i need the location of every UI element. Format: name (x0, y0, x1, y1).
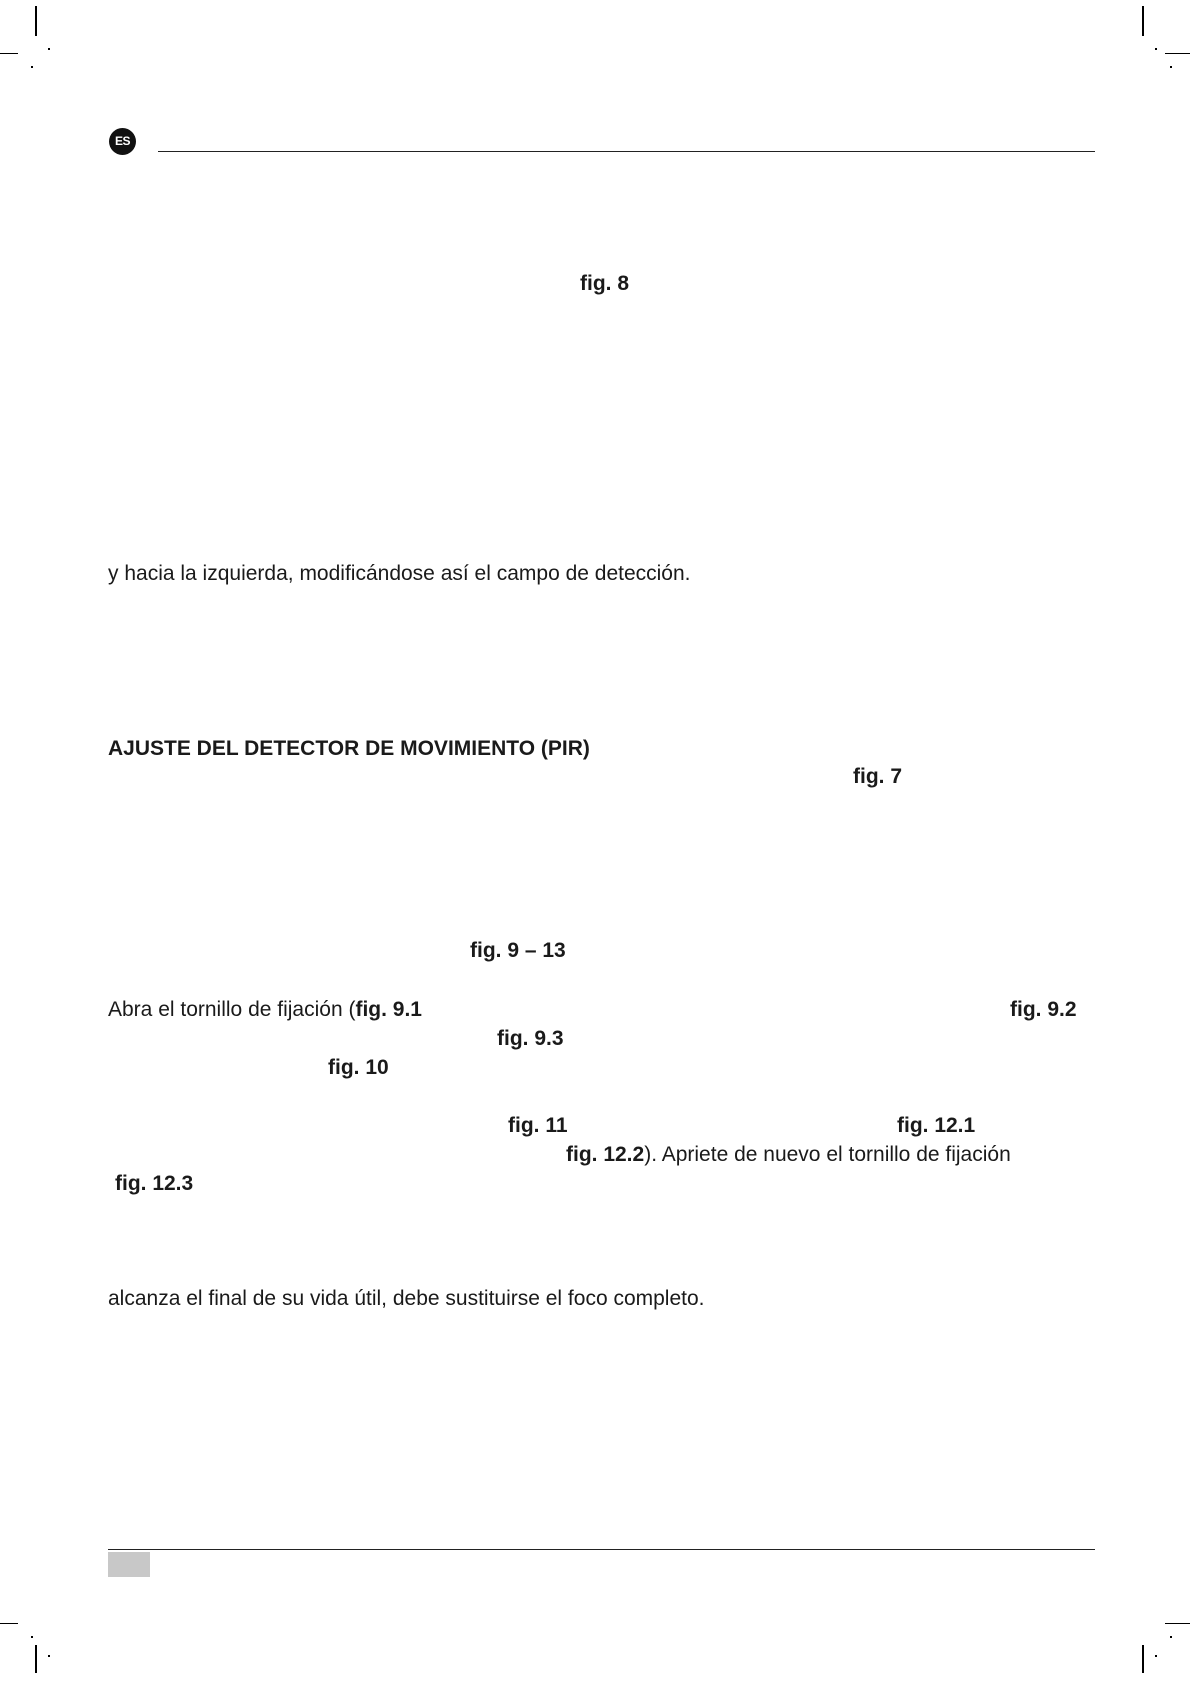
figure-reference: fig. 12.1 (897, 1114, 976, 1137)
paragraph-line: y hacia la izquierda, modificándose así el campo de detección. (108, 562, 691, 585)
crop-mark-top-right (1142, 6, 1144, 36)
figure-reference: fig. 9 – 13 (470, 939, 566, 962)
header-rule (158, 151, 1095, 152)
paragraph-line: alcanza el final de su vida útil, debe sustituirse el foco completo. (108, 1287, 705, 1310)
figure-reference: fig. 11 (508, 1114, 568, 1137)
crop-mark-bottom-right (1142, 1645, 1144, 1673)
crop-mark-bottom-right (1170, 1636, 1172, 1638)
crop-mark-bottom-left (48, 1655, 50, 1657)
crop-mark-top-left (48, 48, 50, 50)
figure-reference: fig. 12.2 (566, 1143, 645, 1166)
figure-reference: fig. 9.2 (1010, 998, 1077, 1021)
paragraph-line (566, 1142, 1011, 1168)
crop-mark-top-right (1170, 66, 1172, 68)
crop-mark-top-left (31, 66, 33, 68)
page-number-box (108, 1552, 150, 1577)
crop-mark-top-right (1155, 48, 1157, 50)
figure-reference: fig. 10 (328, 1056, 389, 1079)
figure-reference: fig. 12.3 (115, 1172, 194, 1195)
crop-mark-bottom-left (35, 1645, 37, 1673)
figure-reference: fig. 9.3 (497, 1027, 564, 1050)
figure-reference: fig. 7 (853, 765, 903, 788)
paragraph-text: ). Apriete de nuevo el tornillo de fijación (644, 1143, 1011, 1166)
figure-reference: fig. 9.1 (355, 998, 422, 1021)
crop-mark-bottom-right (1155, 1655, 1157, 1657)
footer-rule (108, 1549, 1095, 1550)
crop-mark-top-left (35, 6, 37, 36)
language-badge: ES (109, 128, 136, 155)
crop-mark-bottom-left (31, 1636, 33, 1638)
crop-mark-top-left (0, 53, 18, 54)
paragraph-text: Abra el tornillo de fijación ( (108, 998, 356, 1021)
paragraph-line (108, 997, 422, 1023)
figure-reference: fig. 8 (580, 272, 630, 295)
crop-mark-bottom-left (0, 1623, 18, 1624)
crop-mark-top-right (1165, 53, 1190, 54)
section-heading: AJUSTE DEL DETECTOR DE MOVIMIENTO (PIR) (108, 737, 590, 760)
crop-mark-bottom-right (1165, 1623, 1190, 1624)
